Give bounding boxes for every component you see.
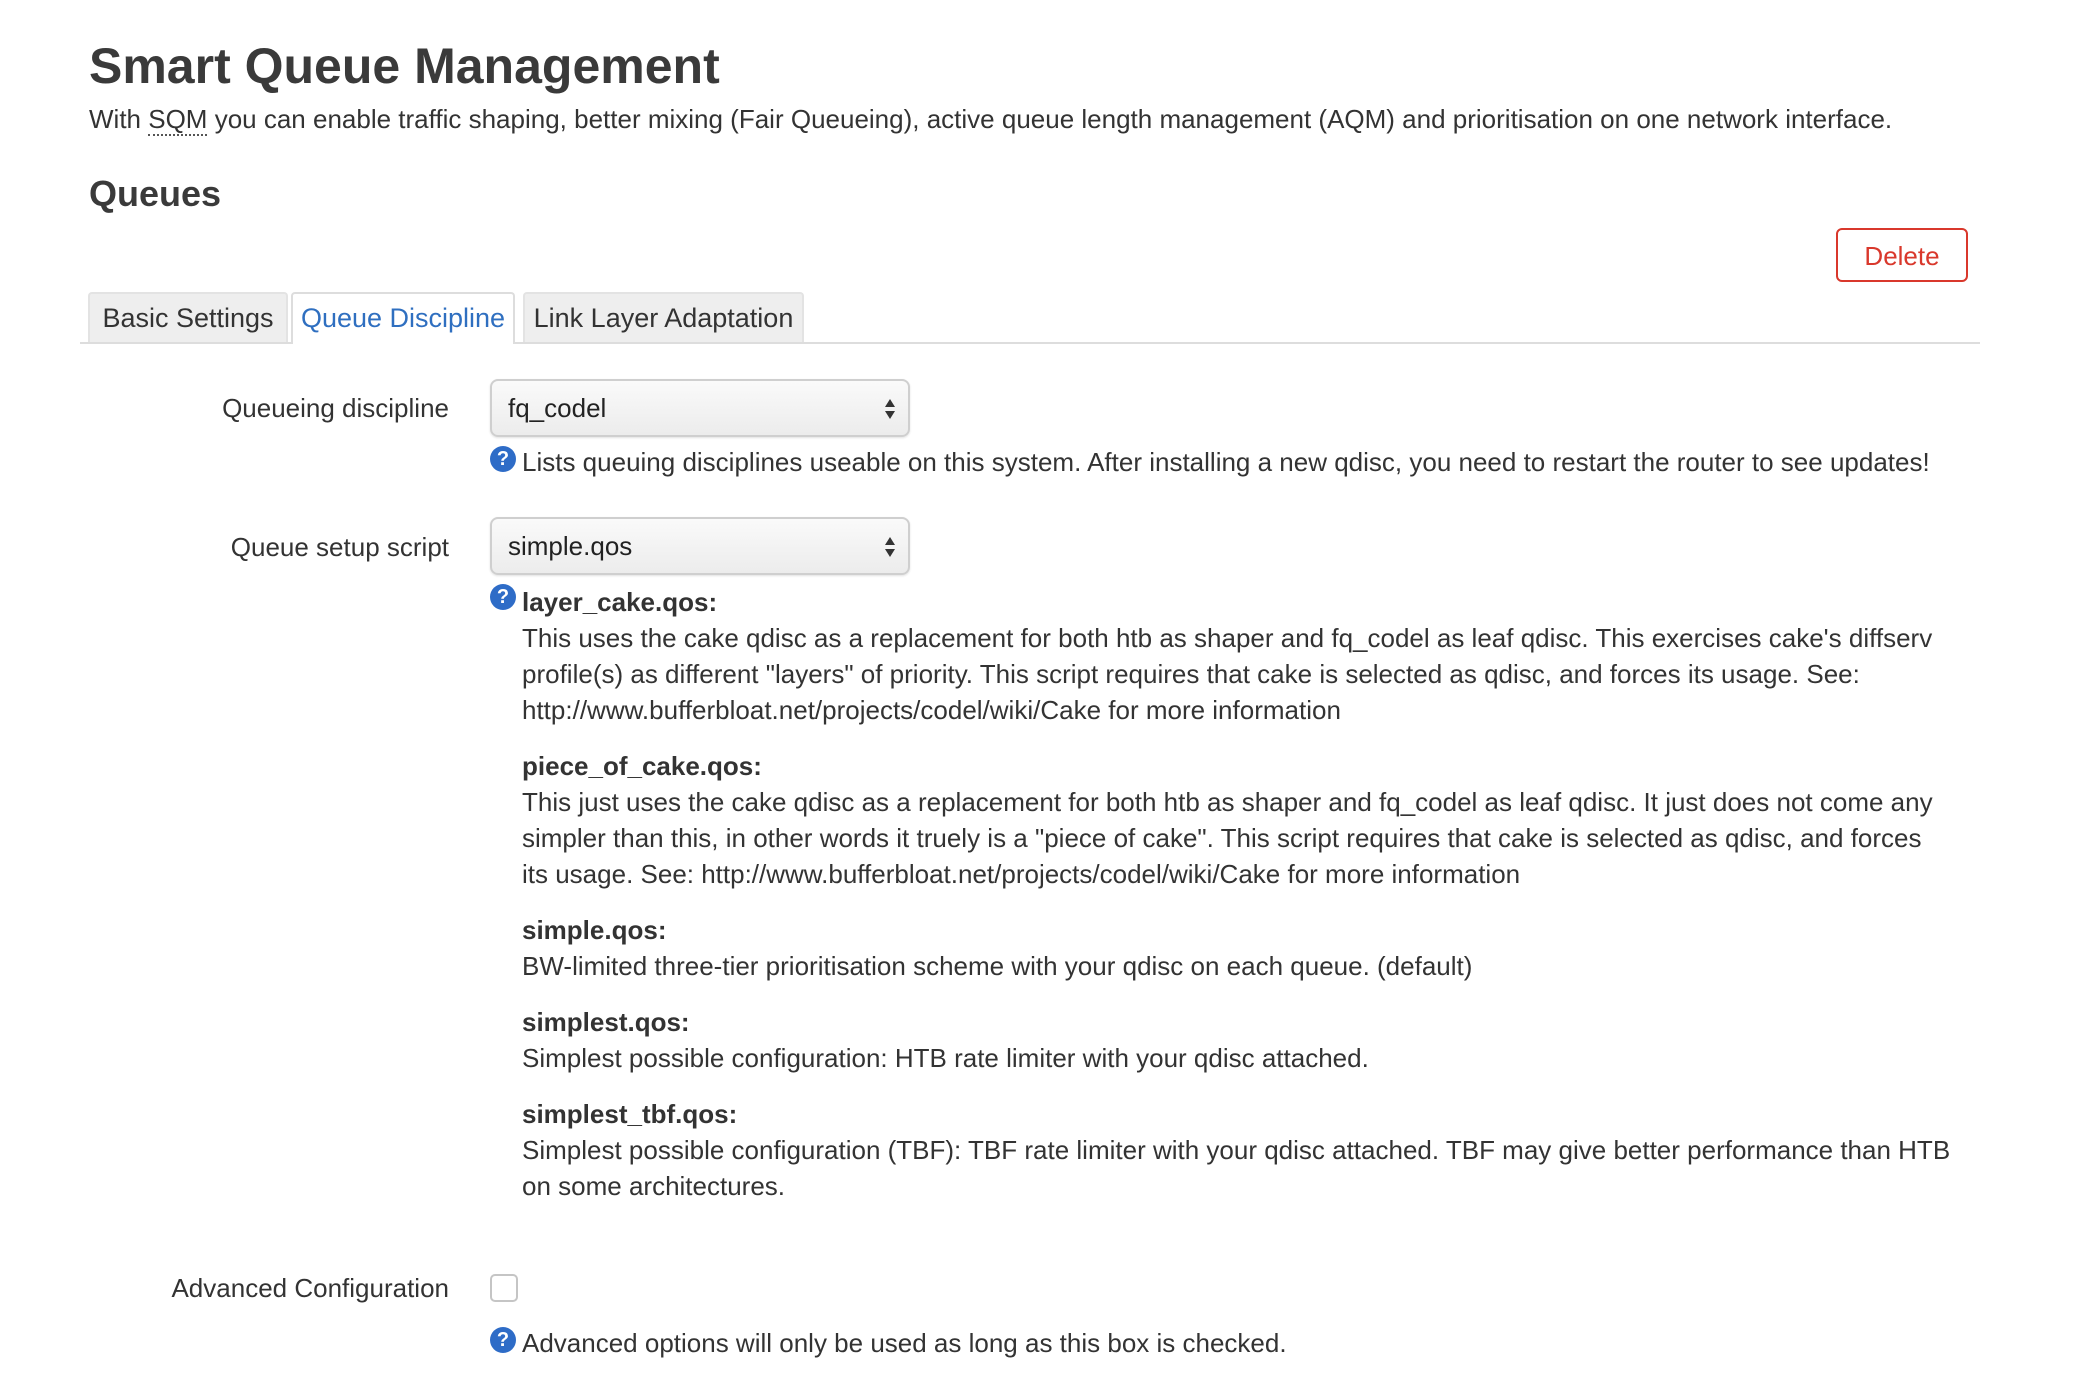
script-desc-line: simpler than this, in other words it truely is a "piece of cake". This script requires that cake is selected as qdisc, and forces [522, 823, 1922, 853]
qdisc-select-value: fq_codel [508, 393, 607, 423]
script-select[interactable] [490, 517, 910, 575]
script-name: simplest.qos: [522, 1007, 690, 1037]
script-desc-line: profile(s) as different "layers" of priority. This script requires that cake is selected as qdisc, and forces its usage. See: [522, 659, 1860, 689]
page-description [89, 102, 1892, 136]
script-desc-line: Simplest possible configuration (TBF): TBF rate limiter with your qdisc attached. TBF may give better performance than HTB [522, 1135, 1951, 1165]
help-icon: ? [490, 1327, 516, 1353]
page-title: Smart Queue Management [89, 38, 720, 94]
script-help-layer-cake [522, 584, 1982, 728]
script-desc-line: Simplest possible configuration: HTB rate limiter with your qdisc attached. [522, 1043, 1369, 1073]
script-desc-line: BW-limited three-tier prioritisation scheme with your qdisc on each queue. (default) [522, 951, 1473, 981]
qdisc-select[interactable] [490, 379, 910, 437]
script-name: simplest_tbf.qos: [522, 1099, 738, 1129]
script-name: layer_cake.qos: [522, 587, 718, 617]
script-help-simple [522, 912, 1982, 984]
select-arrows-icon [884, 533, 896, 561]
description-suffix: you can enable traffic shaping, better mixing (Fair Queueing), active queue length management (AQM) and prioritisation on one network interface. [207, 104, 1893, 134]
script-desc-line: on some architectures. [522, 1171, 786, 1201]
script-desc-line: http://www.bufferbloat.net/projects/codel/wiki/Cake for more information [522, 695, 1341, 725]
script-name: simple.qos: [522, 915, 667, 945]
tab-queue-discipline[interactable]: Queue Discipline [291, 292, 515, 344]
advanced-config-checkbox[interactable] [490, 1274, 518, 1302]
advanced-config-label: Advanced Configuration [171, 1273, 449, 1303]
script-desc-line: its usage. See: http://www.bufferbloat.net/projects/codel/wiki/Cake for more information [522, 859, 1521, 889]
section-title-queues: Queues [89, 173, 222, 214]
help-icon: ? [490, 446, 516, 472]
script-help-simplest [522, 1004, 1982, 1076]
advanced-help-text: Advanced options will only be used as long as this box is checked. [522, 1328, 1287, 1358]
script-help-simplest-tbf [522, 1096, 1982, 1204]
script-select-value: simple.qos [508, 531, 633, 561]
qdisc-label: Queueing discipline [222, 393, 449, 423]
script-label: Queue setup script [230, 532, 449, 562]
qdisc-help-text: Lists queuing disciplines useable on this system. After installing a new qdisc, you need to restart the router to see updates! [522, 447, 1930, 477]
script-name: piece_of_cake.qos: [522, 751, 762, 781]
sqm-abbreviation: SQM [148, 104, 208, 134]
delete-button[interactable]: Delete [1836, 228, 1968, 282]
description-prefix: With [89, 104, 149, 134]
select-arrows-icon [884, 395, 896, 423]
tab-bar [80, 290, 1980, 344]
tab-basic-settings[interactable]: Basic Settings [88, 292, 288, 342]
script-help-piece-of-cake [522, 748, 1982, 892]
script-desc-line: This just uses the cake qdisc as a replacement for both htb as shaper and fq_codel as leaf qdisc. It just does not come any [522, 787, 1933, 817]
tab-link-layer-adaptation[interactable]: Link Layer Adaptation [523, 292, 804, 342]
script-desc-line: This uses the cake qdisc as a replacement for both htb as shaper and fq_codel as leaf qdisc. This exercises cake's diffserv [522, 623, 1933, 653]
help-icon: ? [490, 584, 516, 610]
